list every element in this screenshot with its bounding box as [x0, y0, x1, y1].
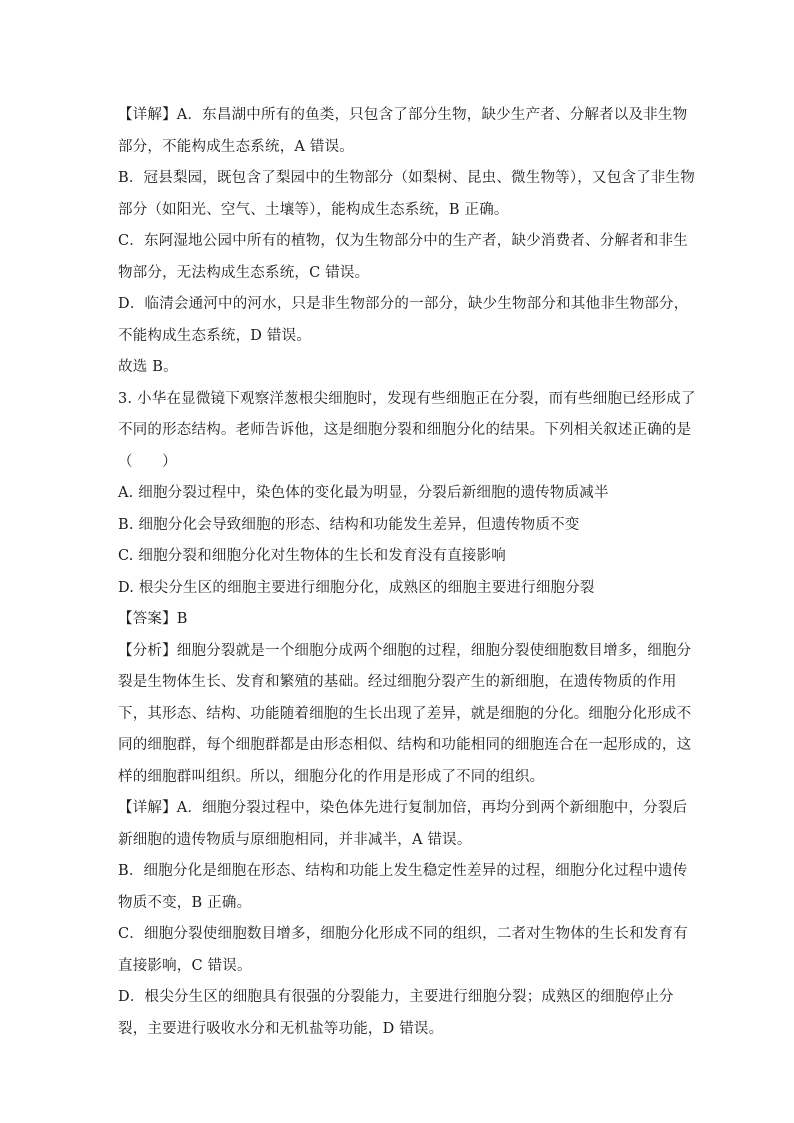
text-line: 故选 B。	[118, 359, 178, 375]
document-page	[118, 100, 696, 1045]
text-line: 【详解】A．细胞分裂过程中，染色体先进行复制加倍，再均分到两个新细胞中，分裂后	[118, 800, 688, 816]
text-line: D．根尖分生区的细胞具有很强的分裂能力，主要进行细胞分裂；成熟区的细胞停止分	[118, 989, 674, 1005]
question-line: （ ）	[118, 453, 177, 470]
text-line: 样的细胞群叫组织。所以，细胞分化的作用是形成了不同的组织。	[118, 768, 545, 785]
text-line: 新细胞的遗传物质与原细胞相同，并非减半，A 错误。	[118, 831, 472, 848]
text-line: 裂是生物体生长、发育和繁殖的基础。经过细胞分裂产生的新细胞，在遗传物质的作用	[118, 674, 677, 690]
option-c: C. 细胞分裂和细胞分化对生物体的生长和发育没有直接影响	[118, 548, 506, 564]
question-line: 3. 小华在显微镜下观察洋葱根尖细胞时，发现有些细胞正在分裂，而有些细胞已经形成了	[118, 390, 696, 407]
question-line: 不同的形态结构。老师告诉他，这是细胞分裂和细胞分化的结果。下列相关叙述正确的是	[118, 422, 692, 438]
text-line: B．细胞分化是细胞在形态、结构和功能上发生稳定性差异的过程，细胞分化过程中遗传	[118, 863, 688, 879]
text-line: 【详解】A．东昌湖中所有的鱼类，只包含了部分生物，缺少生产者、分解者以及非生物	[118, 107, 688, 123]
text-line: B．冠县梨园，既包含了梨园中的生物部分（如梨树、昆虫、微生物等），又包含了非生物	[118, 170, 695, 186]
text-line: 部分（如阳光、空气、土壤等），能构成生态系统，B 正确。	[118, 201, 509, 218]
text-line: 物质不变，B 正确。	[118, 894, 252, 911]
option-d: D. 根尖分生区的细胞主要进行细胞分化，成熟区的细胞主要进行细胞分裂	[118, 579, 595, 596]
text-line: D．临清会通河中的河水，只是非生物部分的一部分，缺少生物部分和其他非生物部分，	[118, 296, 689, 312]
text-line: 【分析】细胞分裂就是一个细胞分成两个细胞的过程，细胞分裂使细胞数目增多，细胞分	[118, 642, 692, 659]
text-line: 不能构成生态系统，D 错误。	[118, 327, 312, 344]
answer-line: 【答案】B	[118, 611, 188, 627]
text-line: 同的细胞群，每个细胞群都是由形态相似、结构和功能相同的细胞连合在一起形成的，这	[118, 737, 692, 753]
text-line: C．细胞分裂使细胞数目增多，细胞分化形成不同的组织，二者对生物体的生长和发育有	[118, 926, 688, 942]
text-line: C．东阿湿地公园中所有的植物，仅为生物部分中的生产者，缺少消费者、分解者和非生	[118, 233, 688, 249]
option-a: A. 细胞分裂过程中，染色体的变化最为明显，分裂后新细胞的遗传物质减半	[118, 485, 609, 501]
text-line: 直接影响，C 错误。	[118, 957, 252, 974]
text-line: 物部分，无法构成生态系统，C 错误。	[118, 264, 370, 281]
text-line: 部分，不能构成生态系统，A 错误。	[118, 138, 354, 155]
text-line: 下，其形态、结构、功能随着细胞的生长出现了差异，就是细胞的分化。细胞分化形成不	[118, 705, 692, 722]
text-line: 裂，主要进行吸收水分和无机盐等功能，D 错误。	[118, 1020, 444, 1037]
option-b: B. 细胞分化会导致细胞的形态、结构和功能发生差异，但遗传物质不变	[118, 516, 580, 533]
